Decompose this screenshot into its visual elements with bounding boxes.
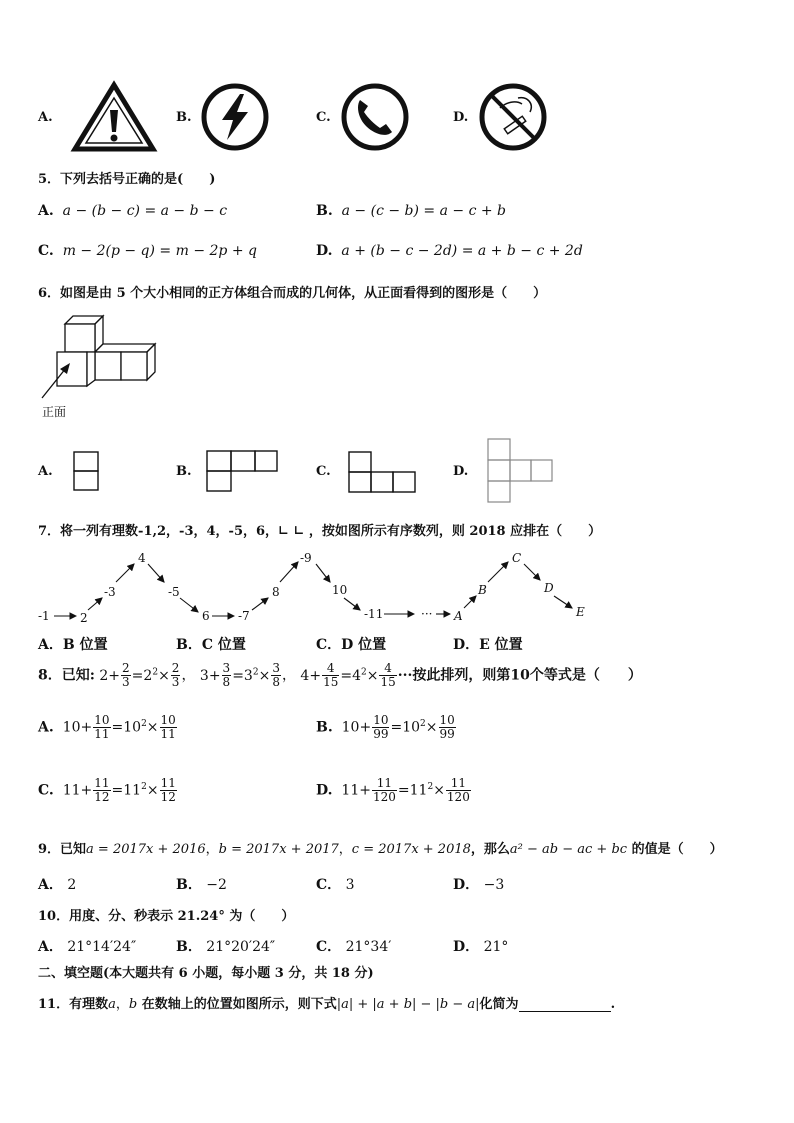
front-view-arrow (36, 358, 76, 402)
high-voltage-sign-icon (200, 82, 270, 152)
q8-given-2: 3+ $\frac{3}{8}$ $=3^2\times$ $\frac{3}{8}$ (199, 661, 280, 689)
q6-option-d-label[interactable]: D. (453, 464, 469, 479)
seq-item: C (512, 551, 522, 565)
seq-item: A (454, 609, 463, 623)
seq-item: B (478, 583, 487, 597)
no-smoking-sign-icon (478, 82, 548, 152)
q8-given-3: 4+ $\frac{4}{15}$ $=4^2\times$ $\frac{4}{15}$ (300, 661, 396, 689)
q4-option-d-label: D. (453, 110, 469, 125)
seq-item: -11 (364, 607, 384, 621)
section-title: 二、填空题(本大题共有 6 小题，每小题 3 分，共 18 分) (38, 966, 374, 981)
q8-option-b[interactable]: B. 10+ $\frac{10}{99}$ $=10^2\times$ $\frac{10}{99}$ (316, 713, 455, 741)
front-view-label: 正面 (42, 405, 67, 419)
q5-option-b[interactable]: B. a − (c − b) = a − c + b (316, 203, 507, 219)
q10-option-b[interactable]: B． 21°20′24″ (176, 939, 276, 955)
seq-item: -7 (238, 609, 250, 623)
q6-stem: 6．如图是由 5 个大小相同的正方体组合而成的几何体，从正面看得到的图形是（ ） (38, 286, 547, 301)
q9-option-d[interactable]: D． −3 (453, 877, 505, 893)
q6-option-b-figure (205, 449, 281, 495)
q6-option-a-label[interactable]: A. (38, 464, 53, 479)
q9-option-c[interactable]: C． 3 (316, 877, 355, 893)
q8-option-a[interactable]: A. 10+ $\frac{10}{11}$ $=10^2\times$ $\frac{10}{11}$ (38, 713, 176, 741)
q8-given-1: 2+ $\frac{2}{3}$ $=2^2\times$ $\frac{2}{3}$ (99, 661, 180, 689)
q10-stem: 10．用度、分、秒表示 21.24° 为（ ） (38, 909, 295, 924)
q5-option-c[interactable]: C. m − 2(p − q) = m − 2p + q (38, 243, 257, 259)
q8-option-d[interactable]: D. 11+ $\frac{11}{120}$ $=11^2\times$ $\frac{11}{120}$ (316, 776, 470, 804)
q5-option-a[interactable]: A. a − (b − c) = a − b − c (38, 203, 228, 219)
q5-stem: 5．下列去括号正确的是( ) (38, 172, 216, 187)
seq-item: 4 (138, 551, 146, 565)
q10-option-c[interactable]: C． 21°34′ (316, 939, 392, 955)
q11-stem: 11．有理数a，b 在数轴上的位置如图所示，则下式|a| + |a + b| − |b − a|化简为 . (38, 997, 616, 1012)
seq-item: 2 (80, 611, 88, 625)
q4-option-b-label: B. (176, 110, 192, 125)
seq-item: -1 (38, 609, 50, 623)
q4-option-c-label: C. (316, 110, 331, 125)
q6-option-b-label[interactable]: B. (176, 464, 192, 479)
q4-option-a-label: A. (38, 110, 53, 125)
q9-option-b[interactable]: B． −2 (176, 877, 227, 893)
q7-option-c[interactable]: C．D 位置 (316, 637, 387, 653)
seq-item: 6 (202, 609, 210, 623)
q7-option-a[interactable]: A．B 位置 (38, 637, 108, 653)
q10-option-d[interactable]: D． 21° (453, 939, 509, 955)
q7-option-d[interactable]: D．E 位置 (453, 637, 523, 653)
seq-item: -5 (168, 585, 180, 599)
q10-option-a[interactable]: A． 21°14′24″ (38, 939, 137, 955)
q6-option-c-figure (347, 450, 419, 496)
q9-option-a[interactable]: A． 2 (38, 877, 77, 893)
warning-sign-icon (72, 82, 156, 152)
telephone-sign-icon (340, 82, 410, 152)
seq-item: 8 (272, 585, 280, 599)
seq-item: -3 (104, 585, 116, 599)
q5-option-d[interactable]: D. a + (b − c − 2d) = a + b − c + 2d (316, 243, 583, 259)
seq-item: E (576, 605, 585, 619)
q7-option-b[interactable]: B．C 位置 (176, 637, 246, 653)
q6-option-c-label[interactable]: C. (316, 464, 331, 479)
q6-option-a-figure (72, 450, 102, 494)
q11-answer-blank[interactable] (519, 997, 611, 1012)
q9-stem: 9．已知a = 2017x + 2016，b = 2017x + 2017，c = 2017x + 2018，那么a² − ab − ac + bc 的值是（ ） (38, 842, 723, 857)
seq-item: ··· (421, 607, 433, 621)
q8-stem: 8．已知: 2+ $\frac{2}{3}$ $=2^2\times$ $\frac{2}{3}$ ， 3+ $\frac{3}{8}$ $=3^2\times$ $\frac{3}{8}$ ， 4+ $\frac{4}{15}$ $=4^2\times$ $\frac{4}{15}$ ···按此排列，则第10个等式是（ ） (38, 661, 642, 689)
seq-item: D (544, 581, 554, 595)
q7-stem: 7．将一列有理数-1,2，-3，4，-5，6，∟ ∟ ，按如图所示有序数列，则 2018 应排在（ ） (38, 524, 602, 539)
q6-option-d-figure (486, 437, 556, 505)
q8-option-c[interactable]: C. 11+ $\frac{11}{12}$ $=11^2\times$ $\frac{11}{12}$ (38, 776, 176, 804)
seq-item: 10 (332, 583, 348, 597)
seq-item: -9 (300, 551, 312, 565)
q7-zigzag-figure (36, 546, 596, 628)
